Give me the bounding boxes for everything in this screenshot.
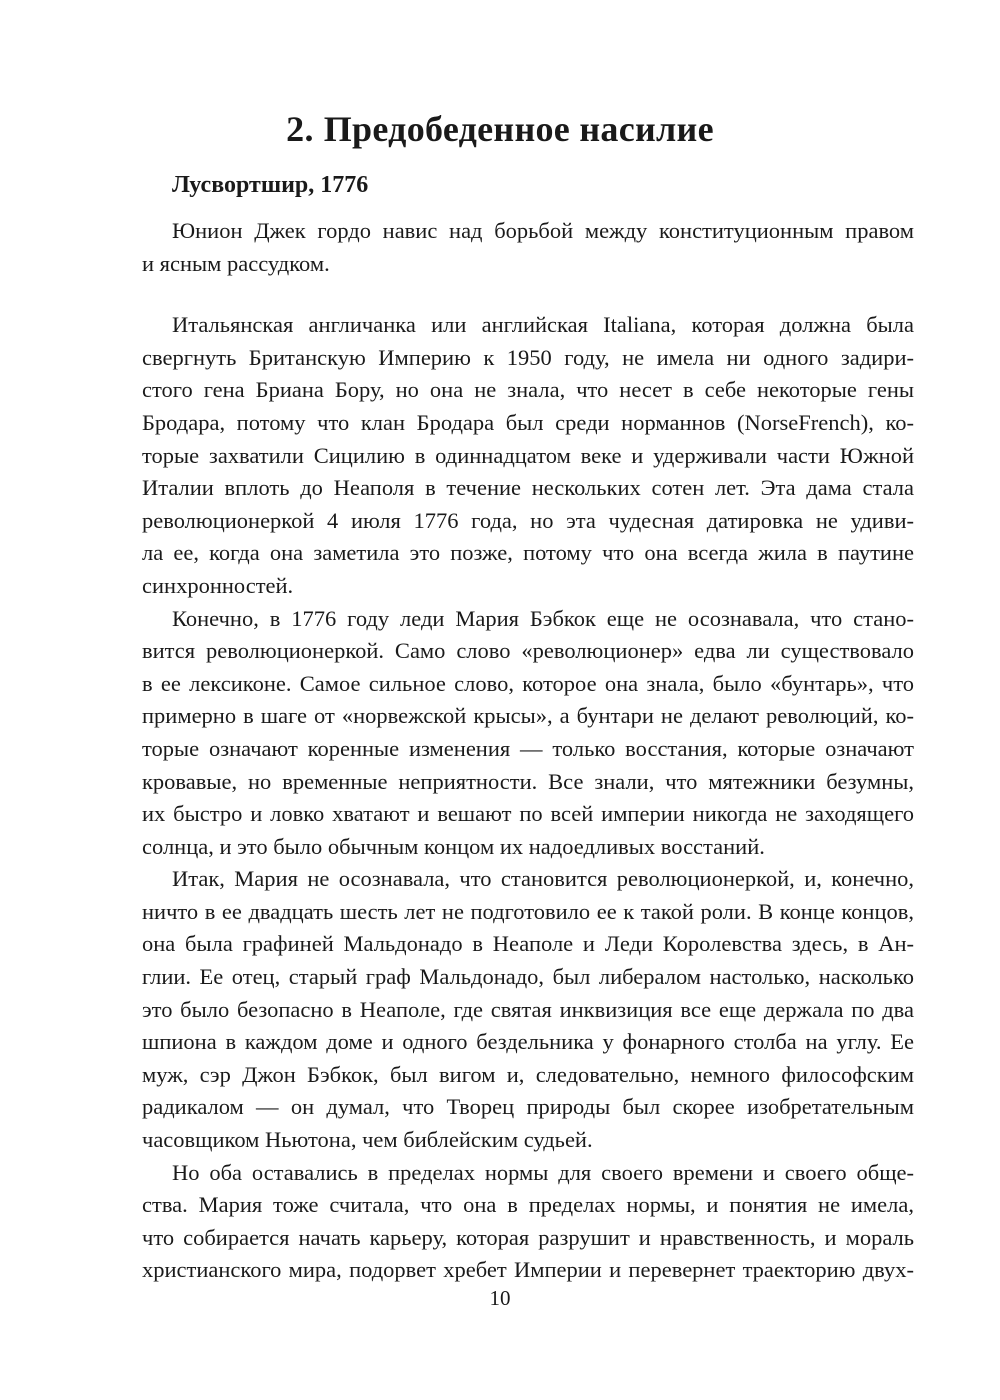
paragraph — [142, 603, 914, 864]
text-line: Но оба оставались в пределах нормы для своего времени и своего обще- — [172, 1159, 914, 1185]
text-line: Юнион Джек гордо навис над борьбой между конституционным правом — [172, 218, 914, 243]
text-line: кровавые, но временные неприятности. Все знали, что мятежники безумны, — [142, 768, 914, 794]
text-line: она была графиней Мальдонадо в Неаполе и Леди Королевства здесь, в Ан- — [142, 931, 914, 957]
text-line: муж, сэр Джон Бэбкок, был вигом и, следовательно, немного философским — [142, 1061, 914, 1087]
text-line: глии. Ее отец, старый граф Мальдонадо, был либералом настолько, насколько — [142, 964, 914, 990]
text-line: примерно в шаге от «норвежской крысы», а бунтари не делают революций, ко- — [142, 703, 914, 729]
paragraph — [142, 215, 914, 280]
text-line: Итак, Мария не осознавала, что становится революционеркой, и, конечно, — [172, 866, 914, 892]
paragraph — [142, 863, 914, 1156]
text-line: революционеркой 4 июля 1776 года, но эта чудесная датировка не удиви- — [142, 507, 914, 533]
text-line: их быстро и ловко хватают и вешают по всей империи никогда не заходящего — [142, 801, 914, 827]
body-text — [142, 215, 914, 1287]
text-line: солнца, и это было обычным концом их надоедливых восстаний. — [142, 833, 765, 859]
text-line: Италии вплоть до Неаполя в течение нескольких сотен лет. Эта дама стала — [142, 475, 914, 501]
text-line: что собирается начать карьеру, которая разрушит и нравственность, и мораль — [142, 1224, 914, 1250]
text-line: свергнуть Британскую Империю к 1950 году, не имела ни одного задири- — [142, 344, 914, 370]
paragraph-gap — [142, 280, 914, 309]
text-line: Бродара, потому что клан Бродара был среди норманнов (NorseFrench), ко- — [142, 409, 914, 435]
chapter-title — [0, 108, 1000, 150]
text-line: вится революционеркой. Само слово «революционер» едва ли существовало — [142, 638, 914, 664]
text-line: ла ее, когда она заметила это позже, потому что она всегда жила в паутине — [142, 540, 914, 566]
paragraph — [142, 309, 914, 602]
text-line: торые означают коренные изменения — только восстания, которые означают — [142, 735, 914, 761]
text-line: стого гена Бриана Бору, но она не знала, что несет в себе некоторые гены — [142, 377, 914, 403]
text-line: и ясным рассудком. — [142, 250, 330, 276]
chapter-number: 2. — [286, 109, 314, 149]
text-line: Итальянская англичанка или английская Italiana, которая должна была — [172, 312, 914, 338]
text-line: это было безопасно в Неаполе, где святая инквизиция все еще держала по два — [142, 996, 914, 1022]
text-line: ничто в ее двадцать шесть лет не подготовило ее к такой роли. В конце концов, — [142, 898, 914, 924]
section-heading: Лусвортшир, 1776 — [172, 172, 369, 198]
text-line: часовщиком Ньютона, чем библейским судьей. — [142, 1127, 593, 1153]
text-line: ства. Мария тоже считала, что она в пределах нормы, и понятия не имела, — [142, 1192, 914, 1218]
text-line: в ее лексиконе. Самое сильное слово, которое она знала, было «бунтарь», что — [142, 670, 914, 696]
text-line: шпиона в каждом доме и одного бездельника у фонарного столба на углу. Ее — [142, 1029, 914, 1055]
paragraph — [142, 1157, 914, 1287]
text-line: синхронностей. — [142, 572, 294, 598]
page-number: 10 — [489, 1286, 511, 1310]
text-line: Конечно, в 1776 году леди Мария Бэбкок еще не осознавала, что стано- — [172, 605, 914, 631]
text-line: торые захватили Сицилию в одиннадцатом веке и удерживали части Южной — [142, 442, 914, 468]
chapter-title-text: Предобеденное насилие — [323, 109, 714, 149]
text-line: радикалом — он думал, что Творец природы был скорее изобретательным — [142, 1094, 914, 1120]
text-line: христианского мира, подорвет хребет Империи и перевернет траекторию двух- — [142, 1257, 914, 1283]
